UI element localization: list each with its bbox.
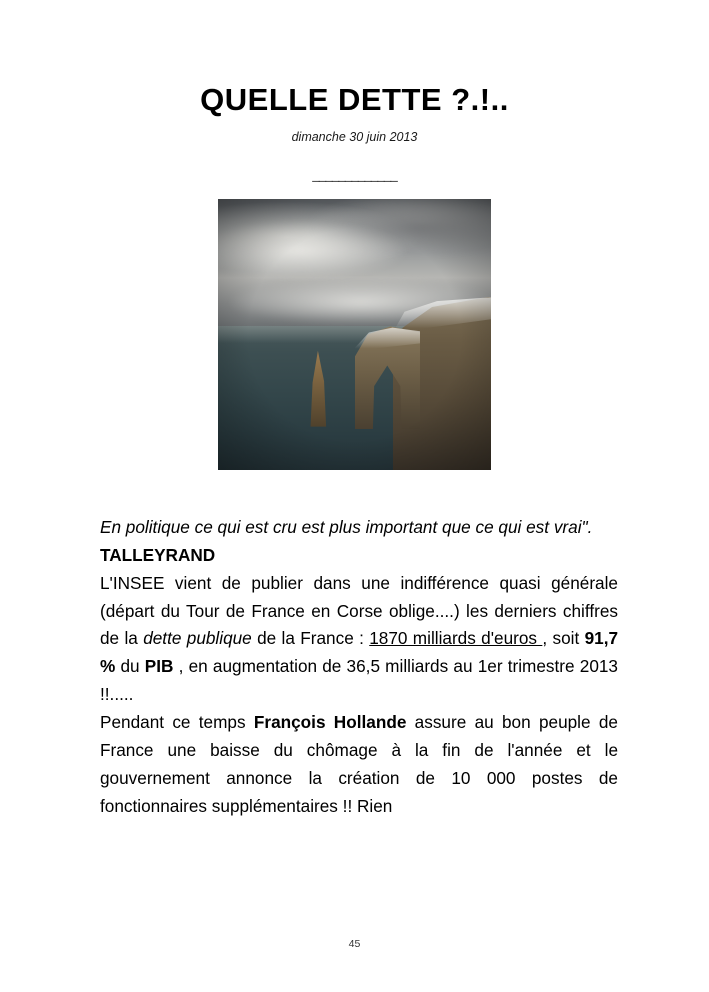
page-number: 45 (348, 938, 361, 950)
text-run-bold-percent: 91,7 % (100, 628, 619, 677)
photo-etretat-cliffs (218, 199, 491, 470)
image-container (0, 199, 709, 470)
text-run: du (115, 656, 145, 677)
text-run: , en augmentation de 36,5 milliards au 1er trimestre 2013 !!..... (100, 656, 618, 705)
page-date: dimanche 30 juin 2013 (291, 130, 418, 144)
text-run: assure au bon peuple de France une baisse du chômage à la fin de l'année et le gouvernement annonce la création de 10 000 postes de fonctionnaires supplémentaires !! Rien (100, 712, 618, 816)
quote-text: En politique ce qui est cru est plus important que ce qui est vrai". (100, 517, 593, 537)
text-run: , soit (542, 628, 585, 649)
paragraph-debt (100, 570, 618, 709)
paragraph-hollande (100, 709, 618, 820)
quote-attribution: TALLEYRAND (100, 544, 216, 565)
photo-vignette (218, 199, 491, 470)
text-run-italic: dette publique (143, 628, 252, 649)
article-body (100, 514, 618, 820)
text-run: Pendant ce temps (100, 712, 254, 733)
text-run-bold-name: François Hollande (253, 712, 407, 733)
horizontal-separator: _____________ (312, 168, 397, 184)
text-run: de la France : (251, 628, 370, 649)
text-run: L'INSEE vient de publier dans une indifférence quasi générale (départ du Tour de France en Corse oblige....) les derniers chiffres de la (100, 572, 618, 649)
text-run-underline: 1870 milliards d'euros (369, 628, 543, 649)
page-title: QUELLE DETTE ?.!.. (200, 82, 509, 117)
text-run-bold-pib: PIB (144, 656, 174, 677)
